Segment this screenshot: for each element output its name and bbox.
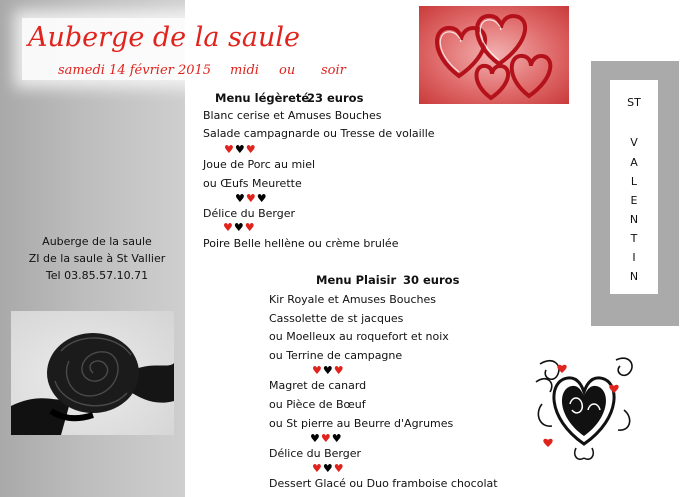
- black-heart-icon: ♥: [310, 432, 321, 445]
- red-heart-icon: ♥: [245, 192, 257, 205]
- hearts-divider: [312, 364, 345, 377]
- st-valentin-letter: N: [629, 213, 639, 226]
- menu-line: Blanc cerise et Amuses Bouches: [203, 109, 382, 122]
- heart-ornament: [532, 352, 637, 464]
- black-heart-icon: ♥: [331, 432, 343, 445]
- soir-text: soir: [321, 63, 346, 78]
- red-heart-icon: ♥: [312, 462, 323, 475]
- menu-legerete-price: 23 euros: [307, 91, 364, 105]
- black-rose-icon: [11, 311, 174, 435]
- hearts-divider: [224, 143, 257, 156]
- menu-line: Joue de Porc au miel: [203, 158, 316, 171]
- st-valentin-letter: V: [630, 136, 638, 149]
- page-title: Auberge de la saule: [28, 22, 301, 53]
- menu-line: Cassolette de st jacques: [269, 312, 404, 325]
- address-phone: Tel 03.85.57.10.71: [45, 269, 149, 282]
- menu-line: Kir Royale et Amuses Bouches: [269, 293, 437, 306]
- st-valentin-letter: T: [630, 232, 638, 245]
- st-valentin-letter: N: [629, 270, 639, 283]
- menu-line: Dessert Glacé ou Duo framboise chocolat: [269, 477, 498, 490]
- menu-line: Poire Belle hellène ou crème brulée: [203, 237, 399, 250]
- red-heart-icon: ♥: [245, 143, 257, 156]
- red-heart-icon: ♥: [224, 143, 235, 156]
- black-heart-icon: ♥: [234, 143, 246, 156]
- hearts-divider: [310, 432, 343, 445]
- st-valentin-prefix: ST: [627, 96, 641, 109]
- date-text: samedi 14 février 2015: [58, 63, 212, 78]
- st-valentin-letter: I: [632, 251, 636, 264]
- menu-line: ou Œufs Meurette: [203, 177, 302, 190]
- black-heart-icon: ♥: [235, 192, 246, 205]
- menu-legerete-title: Menu légèreté: [215, 91, 310, 105]
- black-heart-icon: ♥: [233, 221, 245, 234]
- hearts-divider: [312, 462, 345, 475]
- hearts-icon: [419, 6, 569, 104]
- st-valentin-letter: L: [630, 175, 638, 188]
- black-heart-icon: ♥: [322, 462, 334, 475]
- menu-line: Magret de canard: [269, 379, 367, 392]
- menu-line: Salade campagnarde ou Tresse de volaille: [203, 127, 435, 140]
- menu-line: ou Moelleux au roquefort et noix: [269, 330, 449, 343]
- menu-line: Délice du Berger: [269, 447, 362, 460]
- midi-text: midi: [230, 63, 259, 78]
- menu-line: ou St pierre au Beurre d'Agrumes: [269, 417, 454, 430]
- st-valentin-letter: E: [630, 194, 638, 207]
- address-name: Auberge de la saule: [42, 235, 152, 248]
- red-heart-icon: ♥: [333, 462, 345, 475]
- address-street: ZI de la saule à St Vallier: [28, 252, 166, 265]
- red-heart-icon: ♥: [223, 221, 234, 234]
- hearts-divider: [223, 221, 256, 234]
- menu-line: ou Pièce de Bœuf: [269, 398, 366, 411]
- address-block: [14, 233, 180, 284]
- red-heart-icon: ♥: [312, 364, 323, 377]
- menu-line: ou Terrine de campagne: [269, 349, 403, 362]
- menu-line: Délice du Berger: [203, 207, 296, 220]
- st-valentin-letter: A: [630, 156, 638, 169]
- rose-image: [11, 311, 174, 435]
- hearts-divider: [235, 192, 268, 205]
- red-heart-icon: ♥: [320, 432, 332, 445]
- black-heart-icon: ♥: [322, 364, 334, 377]
- red-heart-icon: ♥: [244, 221, 256, 234]
- black-heart-icon: ♥: [256, 192, 268, 205]
- ou-text: ou: [279, 63, 296, 78]
- hearts-image: [419, 6, 569, 104]
- menu-plaisir-price: 30 euros: [403, 273, 460, 287]
- red-heart-icon: ♥: [333, 364, 345, 377]
- menu-plaisir-title: Menu Plaisir: [316, 273, 397, 287]
- heart-ornament-icon: [532, 352, 637, 464]
